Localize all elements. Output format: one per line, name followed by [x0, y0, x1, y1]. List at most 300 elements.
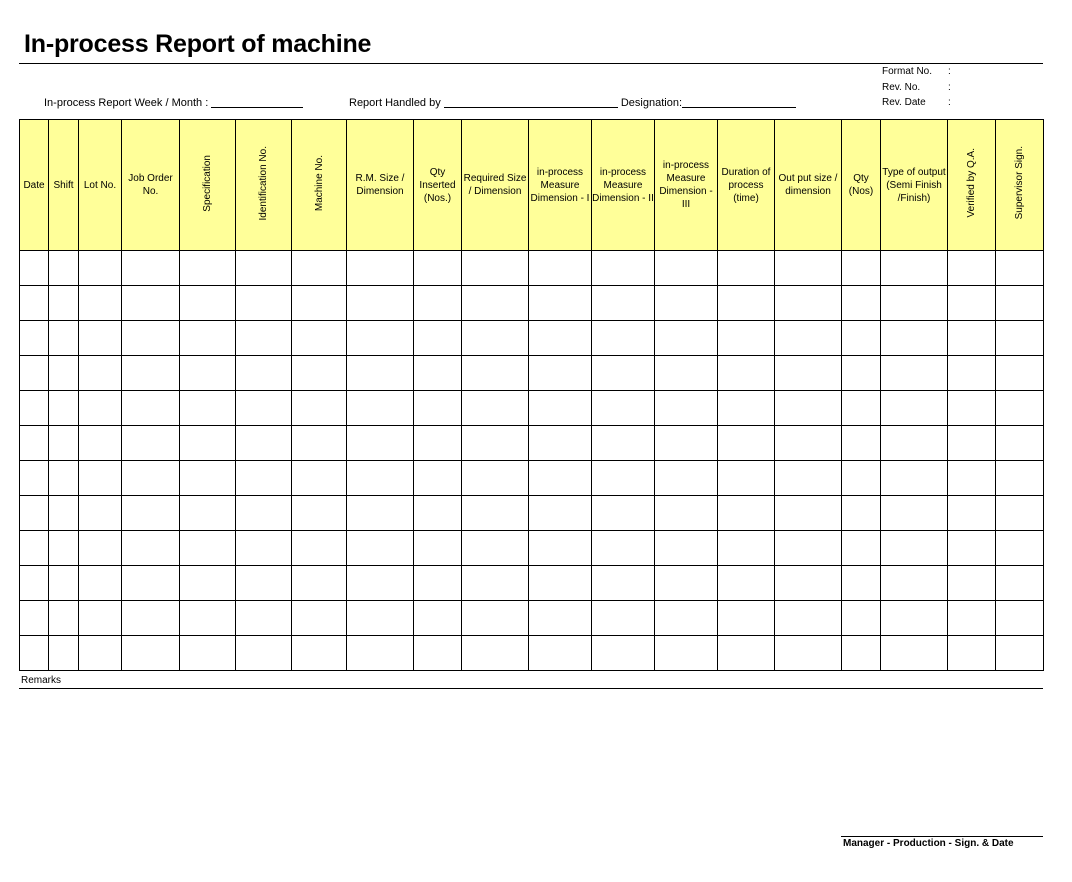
table-cell[interactable] [592, 601, 655, 636]
table-cell[interactable] [20, 356, 49, 391]
column-header-label: in-process Measure Dimension - III [659, 160, 713, 210]
table-cell[interactable] [462, 531, 529, 566]
column-header [718, 120, 775, 251]
table-cell[interactable] [775, 566, 842, 601]
table-cell[interactable] [122, 461, 180, 496]
table-cell[interactable] [881, 461, 948, 496]
table-cell[interactable] [79, 286, 122, 321]
table-cell[interactable] [996, 461, 1044, 496]
column-header-label: Job Order No. [128, 173, 173, 197]
table-cell[interactable] [122, 601, 180, 636]
handled-by-label: Report Handled by [349, 97, 441, 109]
table-cell[interactable] [775, 531, 842, 566]
table-cell[interactable] [462, 356, 529, 391]
table-cell[interactable] [20, 566, 49, 601]
column-header [842, 120, 881, 251]
table-cell[interactable] [79, 601, 122, 636]
table-cell[interactable] [347, 636, 414, 671]
table-cell[interactable] [414, 251, 462, 286]
table-cell[interactable] [996, 531, 1044, 566]
table-cell[interactable] [49, 566, 79, 601]
table-cell[interactable] [180, 566, 236, 601]
column-header-label: Duration of process (time) [721, 166, 771, 204]
table-cell[interactable] [20, 496, 49, 531]
table-cell[interactable] [948, 531, 996, 566]
table-cell[interactable] [49, 426, 79, 461]
page-title: In-process Report of machine [24, 30, 372, 58]
week-month-blank[interactable] [211, 95, 303, 108]
table-cell[interactable] [292, 636, 347, 671]
column-header [414, 120, 462, 251]
table-cell[interactable] [842, 636, 881, 671]
table-cell[interactable] [948, 461, 996, 496]
table-cell[interactable] [180, 356, 236, 391]
table-cell[interactable] [49, 321, 79, 356]
table-cell[interactable] [180, 531, 236, 566]
table-row [20, 461, 1044, 496]
table-cell[interactable] [20, 601, 49, 636]
table-cell[interactable] [718, 636, 775, 671]
table-cell[interactable] [881, 426, 948, 461]
table-cell[interactable] [529, 566, 592, 601]
table-cell[interactable] [347, 251, 414, 286]
table-cell[interactable] [462, 601, 529, 636]
table-cell[interactable] [718, 391, 775, 426]
table-cell[interactable] [655, 566, 718, 601]
table-cell[interactable] [842, 251, 881, 286]
column-header [49, 120, 79, 251]
table-row [20, 321, 1044, 356]
table-row [20, 356, 1044, 391]
handled-by-blank[interactable] [444, 95, 618, 108]
column-header-label: Qty (Nos) [848, 173, 874, 197]
table-row [20, 251, 1044, 286]
table-cell[interactable] [180, 601, 236, 636]
table-cell[interactable] [236, 636, 292, 671]
table-cell[interactable] [592, 636, 655, 671]
table-cell[interactable] [655, 251, 718, 286]
table-cell[interactable] [236, 566, 292, 601]
table-cell[interactable] [414, 531, 462, 566]
table-cell[interactable] [122, 426, 180, 461]
table-cell[interactable] [414, 426, 462, 461]
table-cell[interactable] [655, 391, 718, 426]
table-cell[interactable] [79, 636, 122, 671]
table-cell[interactable] [292, 391, 347, 426]
table-cell[interactable] [775, 321, 842, 356]
table-cell[interactable] [881, 321, 948, 356]
table-cell[interactable] [881, 251, 948, 286]
table-cell[interactable] [996, 496, 1044, 531]
column-header-label: Qty Inserted (Nos.) [419, 166, 456, 204]
rev-no-colon: : [948, 82, 951, 93]
column-header [529, 120, 592, 251]
table-cell[interactable] [842, 391, 881, 426]
table-cell[interactable] [881, 566, 948, 601]
table-cell[interactable] [292, 601, 347, 636]
table-row [20, 531, 1044, 566]
table-cell[interactable] [842, 566, 881, 601]
table-cell[interactable] [462, 566, 529, 601]
table-cell[interactable] [20, 286, 49, 321]
table-cell[interactable] [529, 321, 592, 356]
table-cell[interactable] [842, 601, 881, 636]
table-cell[interactable] [775, 496, 842, 531]
column-header-label: Machine No. [313, 154, 325, 212]
column-header-label: in-process Measure Dimension - I [530, 166, 590, 204]
table-cell[interactable] [996, 426, 1044, 461]
table-cell[interactable] [529, 356, 592, 391]
table-cell[interactable] [529, 496, 592, 531]
table-cell[interactable] [122, 496, 180, 531]
table-cell[interactable] [996, 286, 1044, 321]
table-cell[interactable] [718, 531, 775, 566]
table-cell[interactable] [881, 391, 948, 426]
table-cell[interactable] [996, 601, 1044, 636]
table-cell[interactable] [592, 566, 655, 601]
table-cell[interactable] [292, 531, 347, 566]
table-cell[interactable] [462, 391, 529, 426]
table-cell[interactable] [775, 636, 842, 671]
table-cell[interactable] [49, 496, 79, 531]
table-cell[interactable] [996, 566, 1044, 601]
table-row [20, 601, 1044, 636]
table-cell[interactable] [842, 321, 881, 356]
table-cell[interactable] [122, 636, 180, 671]
table-cell[interactable] [49, 251, 79, 286]
table-cell[interactable] [414, 636, 462, 671]
table-cell[interactable] [592, 356, 655, 391]
remarks-label: Remarks [21, 675, 62, 686]
handled-by-field [349, 95, 796, 109]
table-cell[interactable] [236, 391, 292, 426]
table-cell[interactable] [775, 426, 842, 461]
report-table [19, 119, 1044, 671]
table-cell[interactable] [79, 321, 122, 356]
table-cell[interactable] [414, 601, 462, 636]
table-cell[interactable] [842, 461, 881, 496]
table-cell[interactable] [236, 286, 292, 321]
table-cell[interactable] [79, 531, 122, 566]
column-header [292, 120, 347, 251]
table-cell[interactable] [529, 461, 592, 496]
table-cell[interactable] [49, 601, 79, 636]
table-cell[interactable] [292, 461, 347, 496]
table-cell[interactable] [529, 601, 592, 636]
table-cell[interactable] [414, 461, 462, 496]
table-cell[interactable] [180, 426, 236, 461]
column-header [996, 120, 1044, 251]
signature-label: Manager - Production - Sign. & Date [843, 838, 1014, 849]
table-cell[interactable] [347, 356, 414, 391]
table-cell[interactable] [180, 321, 236, 356]
column-header-label: Verified by Q.A. [966, 148, 977, 218]
table-cell[interactable] [996, 251, 1044, 286]
table-row [20, 566, 1044, 601]
column-header-label: R.M. Size / Dimension [355, 173, 405, 197]
title-divider [19, 63, 1043, 64]
table-cell[interactable] [292, 286, 347, 321]
table-cell[interactable] [462, 461, 529, 496]
table-cell[interactable] [236, 496, 292, 531]
table-cell[interactable] [996, 391, 1044, 426]
table-cell[interactable] [20, 251, 49, 286]
column-header-label: Out put size / dimension [778, 173, 838, 197]
table-cell[interactable] [20, 391, 49, 426]
table-cell[interactable] [948, 566, 996, 601]
table-cell[interactable] [347, 496, 414, 531]
table-row [20, 496, 1044, 531]
column-header-label: Identification No. [258, 145, 269, 221]
table-cell[interactable] [592, 321, 655, 356]
table-cell[interactable] [718, 461, 775, 496]
table-cell[interactable] [122, 391, 180, 426]
table-cell[interactable] [881, 356, 948, 391]
designation-blank[interactable] [682, 95, 796, 108]
table-cell[interactable] [180, 461, 236, 496]
column-header [655, 120, 718, 251]
table-cell[interactable] [718, 566, 775, 601]
table-cell[interactable] [529, 251, 592, 286]
column-header-label: Shift [53, 179, 74, 191]
column-header [462, 120, 529, 251]
table-cell[interactable] [180, 391, 236, 426]
table-cell[interactable] [122, 286, 180, 321]
table-cell[interactable] [462, 251, 529, 286]
table-cell[interactable] [842, 496, 881, 531]
table-cell[interactable] [655, 286, 718, 321]
table-cell[interactable] [347, 531, 414, 566]
table-cell[interactable] [842, 426, 881, 461]
table-cell[interactable] [292, 251, 347, 286]
table-cell[interactable] [462, 426, 529, 461]
table-cell[interactable] [842, 531, 881, 566]
table-cell[interactable] [948, 321, 996, 356]
table-cell[interactable] [20, 426, 49, 461]
table-cell[interactable] [20, 461, 49, 496]
table-cell[interactable] [292, 426, 347, 461]
table-cell[interactable] [236, 426, 292, 461]
column-header-label: Specification [202, 154, 213, 212]
table-cell[interactable] [79, 461, 122, 496]
format-no-field [882, 66, 951, 77]
table-cell[interactable] [655, 461, 718, 496]
table-cell[interactable] [347, 566, 414, 601]
table-cell[interactable] [529, 286, 592, 321]
table-cell[interactable] [655, 426, 718, 461]
table-cell[interactable] [655, 531, 718, 566]
table-cell[interactable] [122, 356, 180, 391]
rev-no-label: Rev. No. [882, 82, 921, 93]
column-header [20, 120, 49, 251]
table-cell[interactable] [529, 426, 592, 461]
table-cell[interactable] [462, 286, 529, 321]
table-cell[interactable] [775, 356, 842, 391]
table-cell[interactable] [49, 356, 79, 391]
table-cell[interactable] [592, 251, 655, 286]
table-row [20, 426, 1044, 461]
table-cell[interactable] [49, 636, 79, 671]
table-cell[interactable] [775, 601, 842, 636]
table-cell[interactable] [718, 286, 775, 321]
table-cell[interactable] [236, 601, 292, 636]
table-cell[interactable] [20, 636, 49, 671]
table-cell[interactable] [79, 356, 122, 391]
table-cell[interactable] [996, 636, 1044, 671]
table-cell[interactable] [347, 286, 414, 321]
table-cell[interactable] [79, 251, 122, 286]
table-cell[interactable] [180, 251, 236, 286]
table-cell[interactable] [718, 321, 775, 356]
column-header [180, 120, 236, 251]
table-cell[interactable] [180, 286, 236, 321]
column-header [881, 120, 948, 251]
table-cell[interactable] [842, 286, 881, 321]
remarks-divider [19, 688, 1043, 689]
table-cell[interactable] [592, 496, 655, 531]
column-header [592, 120, 655, 251]
table-cell[interactable] [948, 286, 996, 321]
format-no-colon: : [948, 66, 951, 77]
table-cell[interactable] [948, 496, 996, 531]
table-cell[interactable] [79, 566, 122, 601]
table-cell[interactable] [948, 356, 996, 391]
table-cell[interactable] [529, 531, 592, 566]
column-header [775, 120, 842, 251]
table-cell[interactable] [881, 496, 948, 531]
column-header [122, 120, 180, 251]
table-cell[interactable] [462, 496, 529, 531]
table-cell[interactable] [718, 356, 775, 391]
table-cell[interactable] [881, 636, 948, 671]
table-row [20, 636, 1044, 671]
table-cell[interactable] [236, 321, 292, 356]
table-cell[interactable] [881, 601, 948, 636]
table-cell[interactable] [292, 356, 347, 391]
table-cell[interactable] [292, 496, 347, 531]
table-cell[interactable] [718, 496, 775, 531]
table-cell[interactable] [655, 601, 718, 636]
column-header [79, 120, 122, 251]
table-cell[interactable] [948, 636, 996, 671]
column-header-label: Date [23, 179, 45, 191]
table-cell[interactable] [462, 321, 529, 356]
table-cell[interactable] [79, 391, 122, 426]
table-cell[interactable] [414, 391, 462, 426]
table-row [20, 286, 1044, 321]
table-cell[interactable] [347, 601, 414, 636]
table-cell[interactable] [655, 321, 718, 356]
table-cell[interactable] [49, 286, 79, 321]
table-body [20, 251, 1044, 671]
table-cell[interactable] [236, 531, 292, 566]
table-cell[interactable] [414, 286, 462, 321]
table-cell[interactable] [881, 531, 948, 566]
table-cell[interactable] [948, 426, 996, 461]
week-month-field [44, 95, 303, 109]
table-cell[interactable] [347, 391, 414, 426]
table-cell[interactable] [122, 566, 180, 601]
table-header-row [20, 120, 1044, 251]
table-cell[interactable] [718, 251, 775, 286]
table-cell[interactable] [655, 356, 718, 391]
table-cell[interactable] [592, 531, 655, 566]
column-header [347, 120, 414, 251]
table-cell[interactable] [592, 391, 655, 426]
table-cell[interactable] [414, 321, 462, 356]
table-cell[interactable] [529, 636, 592, 671]
table-cell[interactable] [20, 321, 49, 356]
column-header-label: Supervisor Sign. [1014, 146, 1025, 220]
rev-no-field [882, 82, 951, 93]
signature-line [841, 836, 1043, 837]
table-cell[interactable] [775, 286, 842, 321]
table-cell[interactable] [49, 391, 79, 426]
table-cell[interactable] [292, 321, 347, 356]
table-cell[interactable] [414, 566, 462, 601]
table-cell[interactable] [79, 426, 122, 461]
table-cell[interactable] [49, 461, 79, 496]
table-cell[interactable] [948, 601, 996, 636]
table-cell[interactable] [79, 496, 122, 531]
table-cell[interactable] [347, 321, 414, 356]
table-cell[interactable] [49, 531, 79, 566]
table-cell[interactable] [775, 461, 842, 496]
table-cell[interactable] [292, 566, 347, 601]
column-header-label: Lot No. [83, 179, 117, 191]
table-cell[interactable] [122, 531, 180, 566]
rev-date-label: Rev. Date [882, 97, 926, 108]
table-cell[interactable] [414, 496, 462, 531]
table-cell[interactable] [842, 356, 881, 391]
table-cell[interactable] [718, 601, 775, 636]
column-header [236, 120, 292, 251]
table-cell[interactable] [122, 251, 180, 286]
table-row [20, 391, 1044, 426]
table-cell[interactable] [180, 636, 236, 671]
table-cell[interactable] [180, 496, 236, 531]
column-header-label: in-process Measure Dimension - II [592, 166, 654, 204]
table-cell[interactable] [996, 321, 1044, 356]
table-cell[interactable] [592, 461, 655, 496]
table-cell[interactable] [948, 251, 996, 286]
table-cell[interactable] [529, 391, 592, 426]
format-no-label: Format No. [882, 66, 933, 77]
table-cell[interactable] [718, 426, 775, 461]
table-cell[interactable] [236, 251, 292, 286]
week-month-label: In-process Report Week / Month : [44, 97, 209, 109]
table-cell[interactable] [655, 496, 718, 531]
table-cell[interactable] [236, 356, 292, 391]
table-cell[interactable] [347, 461, 414, 496]
table-cell[interactable] [236, 461, 292, 496]
table-cell[interactable] [122, 321, 180, 356]
table-cell[interactable] [948, 391, 996, 426]
table-cell[interactable] [462, 636, 529, 671]
rev-date-field [882, 97, 951, 108]
table-cell[interactable] [775, 391, 842, 426]
table-cell[interactable] [592, 286, 655, 321]
table-cell[interactable] [347, 426, 414, 461]
designation-label: Designation: [620, 97, 683, 109]
table-cell[interactable] [775, 251, 842, 286]
table-cell[interactable] [881, 286, 948, 321]
table-cell[interactable] [592, 426, 655, 461]
table-cell[interactable] [20, 531, 49, 566]
table-cell[interactable] [414, 356, 462, 391]
table-cell[interactable] [655, 636, 718, 671]
table-cell[interactable] [996, 356, 1044, 391]
